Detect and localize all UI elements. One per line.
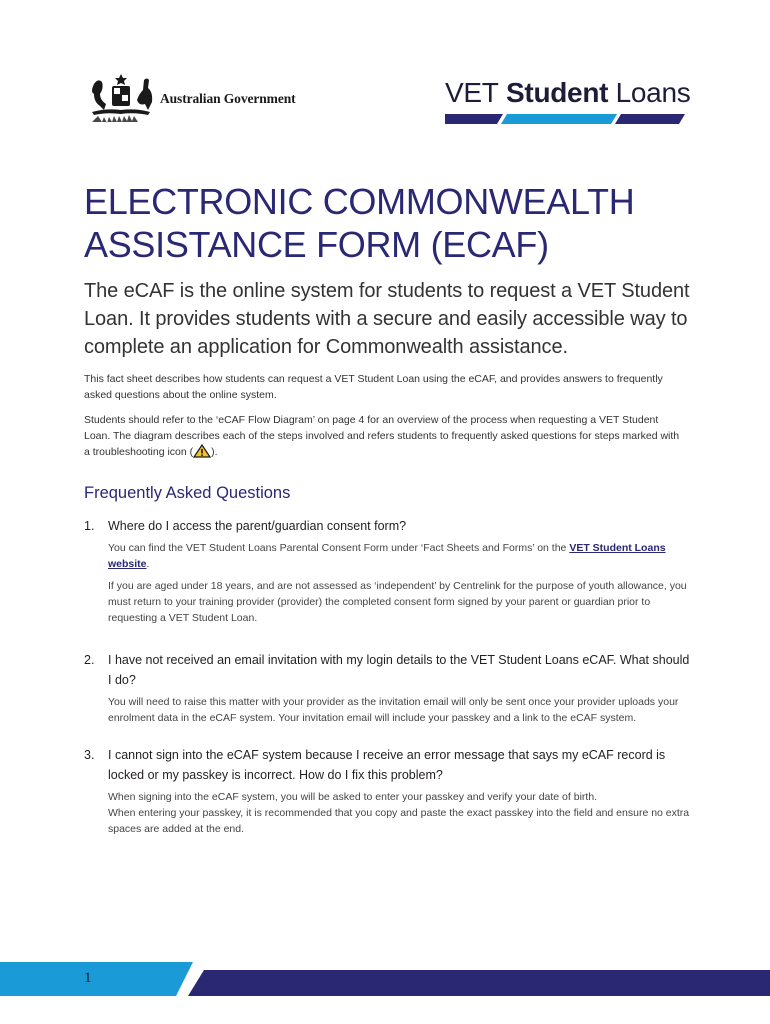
australian-government-logo xyxy=(84,72,314,126)
faq-item xyxy=(84,650,694,732)
page-title: ELECTRONIC COMMONWEALTH ASSISTANCE FORM (ECAF) xyxy=(84,181,635,265)
brand-wordmark xyxy=(445,76,691,110)
faq-answer-text-end: . xyxy=(146,558,150,570)
page-header xyxy=(0,0,770,140)
faq-answer-paragraph: You will need to raise this matter with your provider as the invitation email will only be sent once your provider uploads your enrolment data in the eCAF system. Your invitation email will include your passkey and a link to the eCAF system. xyxy=(108,696,679,724)
faq-question xyxy=(84,516,694,536)
page-footer xyxy=(0,962,770,998)
faq-answer-text: You can find the VET Student Loans Parental Consent Form under ‘Fact Sheets and Forms’ on the xyxy=(108,542,570,554)
lead-paragraph: The eCAF is the online system for students to request a VET Student Loan. It provides students with a secure and easily accessible way to complete an application for Commonwealth assistance. xyxy=(84,280,690,358)
warning-triangle-icon xyxy=(193,444,211,458)
faq-answer-paragraph xyxy=(108,540,694,572)
vet-student-loans-logo xyxy=(445,76,691,110)
brand-stripes xyxy=(445,114,685,124)
page-number: 1 xyxy=(84,970,92,986)
faq-heading: Frequently Asked Questions xyxy=(84,484,291,502)
brand-word-vet: VET xyxy=(445,77,499,108)
faq-number: 2. xyxy=(84,653,95,667)
flow-diagram-text-end: ). xyxy=(211,446,218,458)
faq-item xyxy=(84,516,694,632)
faq-question xyxy=(84,650,694,690)
brand-word-student: Student xyxy=(506,77,609,108)
faq-answer-paragraph: If you are aged under 18 years, and are not assessed as ‘independent’ by Centrelink for the purpose of youth allowance, you must return to your training provider (provider) the completed consent form signed by your parent or guardian prior to requesting a VET Student Loan. xyxy=(108,580,687,624)
faq-question-text: Where do I access the parent/guardian consent form? xyxy=(108,519,407,533)
faq-answer-line: When entering your passkey, it is recommended that you copy and paste the exact passkey into the field and ensure no extra spaces are added at the end. xyxy=(108,807,690,835)
faq-item xyxy=(84,745,694,837)
flow-diagram-paragraph xyxy=(84,412,684,460)
faq-number: 3. xyxy=(84,748,95,762)
brand-word-loans: Loans xyxy=(615,77,691,108)
faq-question xyxy=(84,745,694,785)
faq-answer xyxy=(108,540,694,626)
faq-question-text: I have not received an email invitation with my login details to the VET Student Loans eCAF. What should I do? xyxy=(108,653,690,687)
faq-number: 1. xyxy=(84,519,95,533)
vet-student-loans-website-link[interactable]: VET Student Loans website xyxy=(108,542,666,570)
coat-of-arms-icon xyxy=(84,72,158,126)
faq-answer-line: When signing into the eCAF system, you will be asked to enter your passkey and verify your date of birth. xyxy=(108,791,598,803)
faq-question-text: I cannot sign into the eCAF system because I receive an error message that says my eCAF record is locked or my passkey is incorrect. How do I fix this problem? xyxy=(108,748,666,782)
faq-answer xyxy=(108,789,694,837)
government-name: Australian Government xyxy=(160,91,296,106)
faq-answer xyxy=(108,694,694,726)
footer-stripes xyxy=(0,962,770,998)
intro-paragraph: This fact sheet describes how students can request a VET Student Loan using the eCAF, and provides answers to frequently asked questions about the online system. xyxy=(84,373,663,401)
flow-diagram-text: Students should refer to the ‘eCAF Flow Diagram’ on page 4 for an overview of the process when requesting a VET Student Loan. The diagram describes each of the steps involved and refers students to frequently asked questions for steps marked with a troubleshooting icon ( xyxy=(84,414,680,458)
